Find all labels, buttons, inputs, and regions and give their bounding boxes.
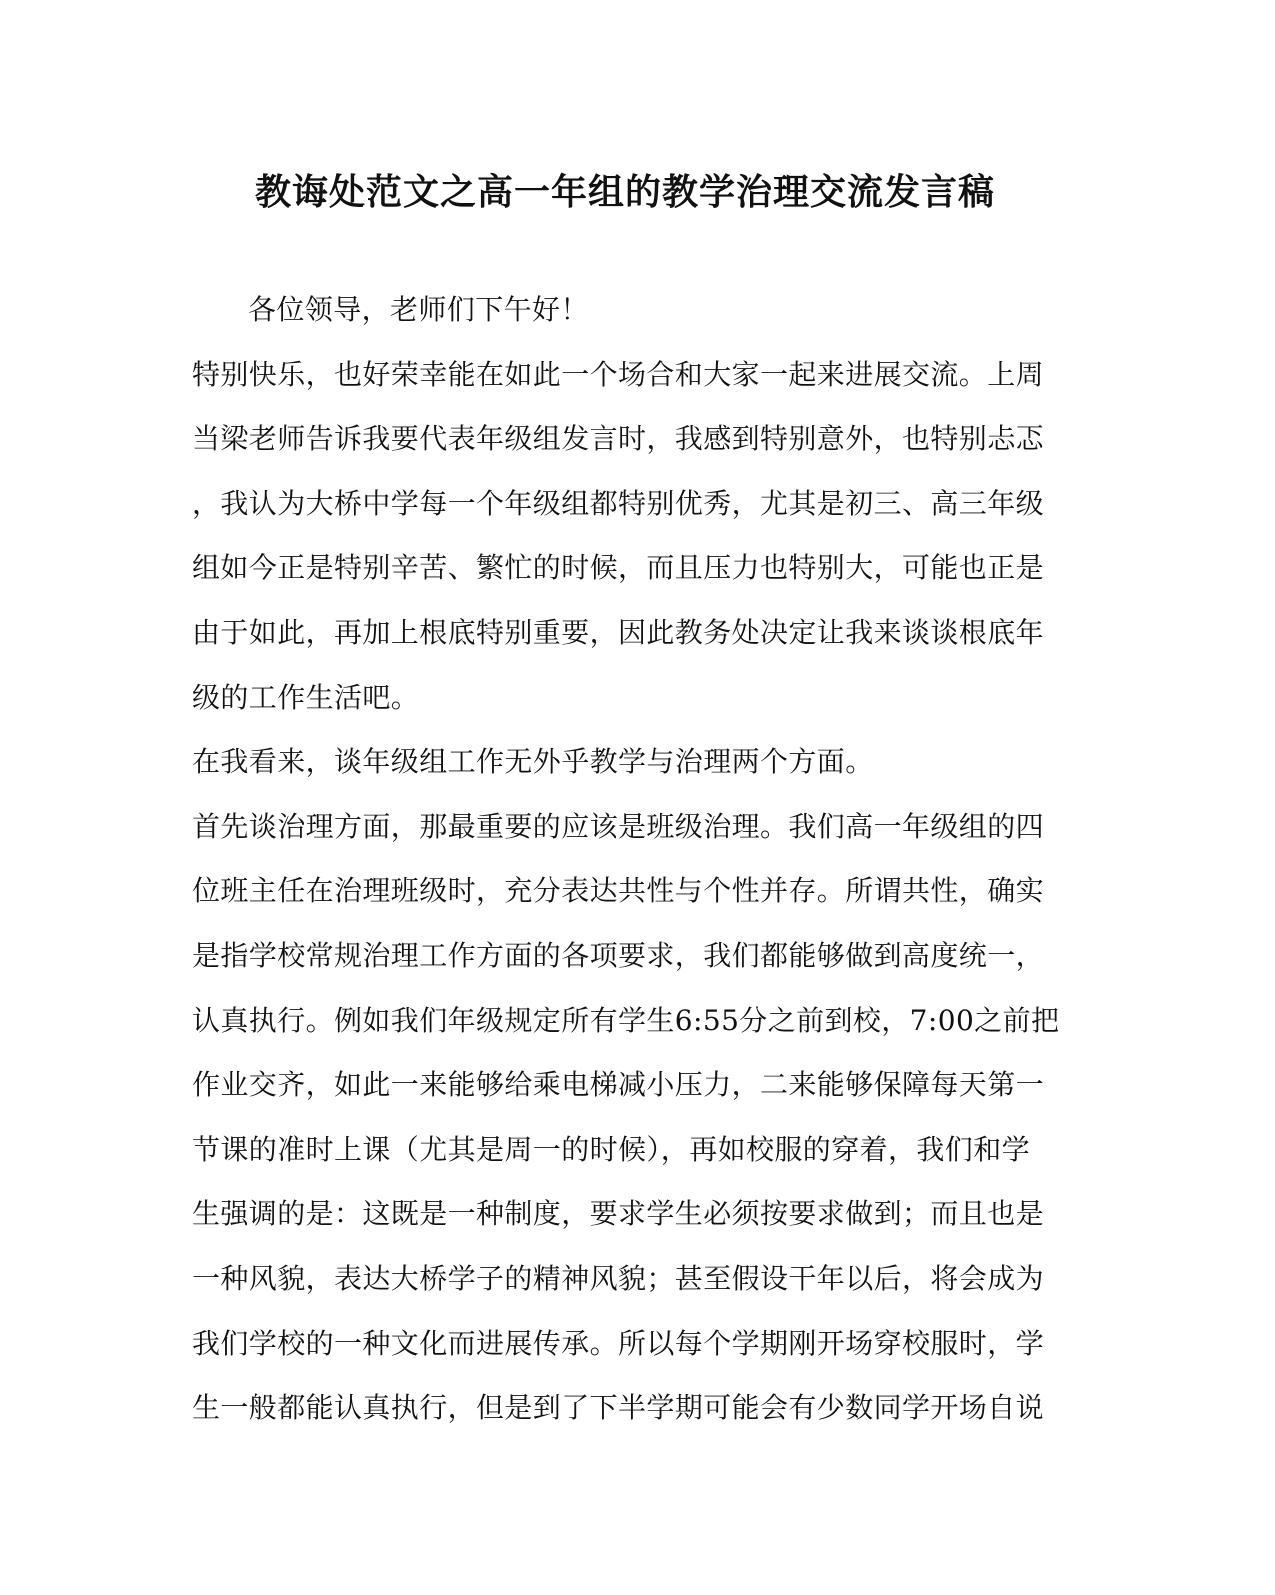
body-line: 级的工作生活吧。 xyxy=(192,680,420,714)
body-line: ，我认为大桥中学每一个年级组都特别优秀，尤其是初三、高三年级 xyxy=(192,486,1045,520)
body-line: 节课的准时上课（尤其是周一的时候），再如校服的穿着，我们和学 xyxy=(192,1132,1031,1166)
body-line: 是指学校常规治理工作方面的各项要求，我们都能够做到高度统一， xyxy=(192,938,1045,972)
body-line: 生一般都能认真执行，但是到了下半学期可能会有少数同学开场自说 xyxy=(192,1391,1045,1425)
body-line: 当梁老师告诉我要代表年级组发言时，我感到特别意外，也特别忐忑 xyxy=(192,422,1045,456)
body-line: 由于如此，再加上根底特别重要，因此教务处决定让我来谈谈根底年 xyxy=(192,615,1045,649)
body-line: 认真执行。例如我们年级规定所有学生6:55分之前到校，7:00之前把 xyxy=(192,1003,1060,1037)
body-line: 位班主任在治理班级时，充分表达共性与个性并存。所谓共性，确实 xyxy=(192,874,1045,908)
body-line: 组如今正是特别辛苦、繁忙的时候，而且压力也特别大，可能也正是 xyxy=(192,551,1045,585)
body-line: 一种风貌，表达大桥学子的精神风貌；甚至假设干年以后，将会成为 xyxy=(192,1261,1045,1295)
body-line: 特别快乐，也好荣幸能在如此一个场合和大家一起来进展交流。上周 xyxy=(192,357,1045,391)
body-line: 在我看来，谈年级组工作无外乎教学与治理两个方面。 xyxy=(192,745,874,779)
body-line: 我们学校的一种文化而进展传承。所以每个学期刚开场穿校服时，学 xyxy=(192,1326,1045,1360)
document-title: 教诲处范文之高一年组的教学治理交流发言稿 xyxy=(254,171,995,213)
body-line: 首先谈治理方面，那最重要的应该是班级治理。我们高一年级组的四 xyxy=(192,809,1045,843)
document-body xyxy=(192,278,1060,1441)
body-line: 生强调的是：这既是一种制度，要求学生必须按要求做到；而且也是 xyxy=(192,1197,1045,1231)
body-line: 作业交齐，如此一来能够给乘电梯减小压力，二来能够保障每天第一 xyxy=(192,1068,1045,1102)
greeting-line: 各位领导，老师们下午好！ xyxy=(248,293,589,326)
